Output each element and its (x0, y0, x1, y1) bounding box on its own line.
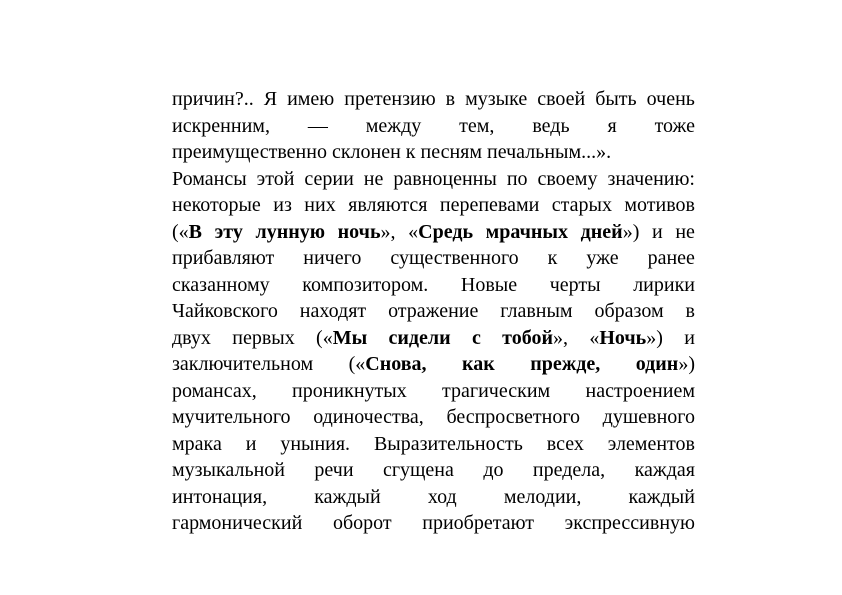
word (586, 245, 618, 272)
text-line (172, 192, 695, 219)
text-run: Я (263, 88, 278, 110)
word (172, 484, 267, 511)
text-run: романсах, (172, 379, 257, 402)
text-run: прибавляют (172, 247, 275, 269)
text-line (172, 139, 695, 166)
text-run: », (553, 326, 568, 349)
word (446, 86, 455, 113)
word (504, 484, 582, 511)
word (537, 86, 585, 113)
word (172, 431, 222, 458)
text-run: находят (299, 300, 367, 322)
word (675, 219, 695, 246)
text-run: ») (678, 353, 695, 375)
text-run: ничего (303, 247, 362, 269)
word (246, 431, 257, 458)
text-line (172, 219, 695, 246)
text-line (172, 431, 695, 458)
text-run: претензию (344, 88, 436, 110)
bold-title: Средь (418, 220, 474, 243)
word (344, 86, 435, 113)
text-run: проникнутых (292, 379, 407, 402)
word (648, 245, 695, 272)
text-line (172, 298, 695, 325)
word (652, 219, 663, 246)
text-run: трагическим (442, 379, 551, 402)
word (264, 86, 277, 113)
word (465, 86, 527, 113)
word (603, 404, 695, 431)
word (232, 325, 294, 352)
word (273, 192, 292, 219)
word (547, 431, 584, 458)
text-run: оборот (332, 512, 392, 534)
word (655, 113, 695, 140)
word (338, 219, 396, 246)
text-run: образом (594, 300, 664, 322)
text-run: », (380, 220, 396, 243)
text-run: старых (551, 194, 612, 216)
bold-title: сидели (388, 326, 451, 349)
text-run: и (245, 432, 257, 455)
word (172, 166, 247, 193)
word (172, 219, 202, 246)
text-line (172, 86, 695, 113)
text-run: (« (316, 326, 333, 349)
word (633, 272, 695, 299)
word (314, 457, 353, 484)
bold-title: с (471, 326, 481, 349)
bold-title: дней (580, 220, 623, 243)
text-run: них (304, 194, 336, 216)
word (607, 166, 695, 193)
bold-title: мрачных (485, 220, 569, 243)
bold-title: один (635, 353, 679, 375)
text-run: ») (622, 220, 640, 243)
word (304, 192, 335, 219)
text-run: до (483, 459, 504, 481)
word (313, 404, 424, 431)
text-run: всех (546, 432, 584, 455)
text-line (172, 404, 695, 431)
text-run: первых (232, 326, 295, 349)
word (636, 351, 695, 378)
word (442, 378, 550, 405)
text-run: мрака (172, 432, 222, 455)
word (302, 272, 428, 299)
text-run: Новые (460, 273, 518, 296)
text-run: ») (646, 326, 663, 349)
word (333, 510, 392, 537)
text-run: — (307, 114, 328, 137)
word (348, 192, 427, 219)
bold-title: прежде, (530, 353, 601, 375)
text-run: очень (646, 88, 695, 110)
text-run: каждый (628, 485, 695, 508)
text-run: интонация, (172, 485, 268, 508)
text-run: Романсы (172, 167, 247, 190)
word (585, 378, 695, 405)
word (462, 351, 495, 378)
text-run: Чайковского (172, 300, 278, 322)
word (533, 457, 605, 484)
word (550, 272, 601, 299)
text-run: в (685, 300, 695, 322)
word (548, 245, 558, 272)
word (388, 298, 478, 325)
bold-title: тобой (502, 326, 553, 349)
body-text (172, 86, 695, 537)
word (280, 431, 350, 458)
word (502, 325, 568, 352)
word (390, 245, 518, 272)
text-run: душевного (602, 406, 695, 428)
text-run: элементов (607, 432, 695, 455)
word (172, 86, 254, 113)
text-run: ход (427, 485, 457, 508)
bold-title: эту (214, 220, 243, 243)
text-run: имею (287, 88, 335, 110)
word (389, 325, 451, 352)
word (608, 431, 695, 458)
text-run: мелодии, (503, 485, 582, 508)
bold-title: Мы (332, 326, 368, 349)
word (629, 484, 695, 511)
text-line (172, 351, 695, 378)
bold-title: Ночь (599, 326, 647, 349)
word (308, 113, 328, 140)
text-run: не (675, 220, 695, 243)
word (507, 166, 528, 193)
word (486, 219, 568, 246)
text-run: отражение (388, 300, 479, 322)
text-run: композитором. (302, 273, 429, 296)
text-run: речи (314, 459, 354, 481)
text-run: серии (304, 167, 354, 190)
text-run: (« (348, 353, 366, 375)
word (635, 457, 695, 484)
text-run: черты (549, 273, 601, 296)
bold-title: как (462, 353, 495, 375)
text-line (172, 457, 695, 484)
word (172, 378, 257, 405)
word (440, 192, 539, 219)
text-line (172, 272, 695, 299)
word (589, 325, 663, 352)
word (257, 166, 295, 193)
word (565, 510, 695, 537)
word (172, 192, 261, 219)
text-run: (« (172, 220, 189, 243)
word (374, 431, 523, 458)
text-run: двух (172, 326, 211, 349)
text-run: тоже (654, 114, 695, 137)
text-run: каждая (634, 459, 695, 481)
word (255, 219, 325, 246)
word (172, 272, 270, 299)
text-run: Выразительность (373, 432, 523, 455)
text-run: приобретают (422, 512, 534, 534)
text-line (172, 378, 695, 405)
word (595, 86, 636, 113)
text-run: причин?.. (172, 88, 254, 110)
text-run: « (408, 220, 419, 243)
text-run: « (589, 326, 600, 349)
word (500, 298, 572, 325)
text-run: преимущественно склонен к песням печальным...». (172, 141, 612, 163)
text-run: экспрессивную (564, 512, 695, 534)
text-run: своему (537, 167, 598, 190)
text-run: настроением (585, 379, 695, 402)
word (215, 219, 243, 246)
text-run: равноценны (393, 167, 497, 190)
word (428, 484, 457, 511)
text-run (172, 139, 611, 166)
text-run: перепевами (439, 194, 540, 216)
text-run: этой (256, 167, 295, 190)
text-run: ведь (532, 114, 570, 137)
word (349, 351, 427, 378)
bold-title: Снова, (365, 353, 427, 375)
text-run: и (652, 220, 663, 243)
text-run: уныния. (280, 432, 351, 455)
text-run: некоторые (172, 194, 261, 216)
word (172, 457, 285, 484)
word (538, 166, 598, 193)
text-run: по (506, 167, 528, 190)
text-line (172, 245, 695, 272)
word (461, 272, 517, 299)
text-run: мучительного (172, 406, 291, 428)
word (459, 113, 494, 140)
word (366, 113, 422, 140)
word (292, 378, 407, 405)
word (172, 113, 270, 140)
text-run: между (365, 114, 422, 137)
text-run: сгущена (382, 459, 454, 481)
bold-title: ночь (337, 220, 381, 243)
word (172, 325, 211, 352)
text-run: значению: (607, 167, 695, 190)
word (172, 351, 313, 378)
text-run: являются (348, 194, 428, 216)
text-run: быть (595, 88, 637, 110)
word (172, 510, 302, 537)
word (607, 113, 616, 140)
word (422, 510, 534, 537)
bold-title: лунную (255, 220, 326, 243)
text-run: существенного (390, 247, 519, 269)
text-run: главным (500, 300, 573, 322)
text-run: не (363, 167, 384, 190)
word (393, 166, 496, 193)
text-run: к (547, 247, 558, 269)
text-run: и (684, 326, 695, 349)
word (581, 219, 640, 246)
word (686, 298, 695, 325)
word (624, 192, 695, 219)
text-run: своей (537, 88, 586, 110)
word (472, 325, 481, 352)
text-run: заключительном (172, 353, 314, 375)
text-run: гармонический (172, 512, 303, 534)
text-run: тем, (459, 114, 495, 137)
text-run: ранее (647, 247, 695, 269)
word (383, 457, 454, 484)
bold-title: В (188, 220, 203, 243)
word (316, 325, 367, 352)
text-line (172, 325, 695, 352)
text-run: одиночества, (313, 406, 424, 428)
word (300, 298, 366, 325)
word (172, 404, 291, 431)
word (594, 298, 663, 325)
word (364, 166, 384, 193)
word (408, 219, 473, 246)
word (303, 245, 361, 272)
word (172, 298, 278, 325)
text-run: искренним, (172, 114, 270, 137)
text-run: каждый (314, 485, 381, 508)
text-line (172, 484, 695, 511)
word (684, 325, 695, 352)
text-run: лирики (633, 273, 695, 296)
word (304, 166, 353, 193)
word (552, 192, 612, 219)
text-run: уже (586, 247, 619, 269)
text-run: в (445, 88, 456, 110)
word (314, 484, 380, 511)
text-run: сказанному (172, 273, 270, 296)
text-line (172, 510, 695, 537)
word (483, 457, 503, 484)
text-run: предела, (532, 459, 606, 481)
word (446, 404, 580, 431)
text-line (172, 166, 695, 193)
text-run: я (607, 114, 617, 137)
text-run: беспросветного (446, 406, 581, 428)
word (287, 86, 334, 113)
text-run: музыке (465, 88, 528, 110)
text-run: мотивов (624, 194, 695, 216)
word (172, 245, 274, 272)
text-run: из (273, 194, 292, 216)
word (647, 86, 695, 113)
word (530, 351, 600, 378)
word (532, 113, 569, 140)
text-line (172, 113, 695, 140)
text-run: музыкальной (172, 459, 285, 481)
